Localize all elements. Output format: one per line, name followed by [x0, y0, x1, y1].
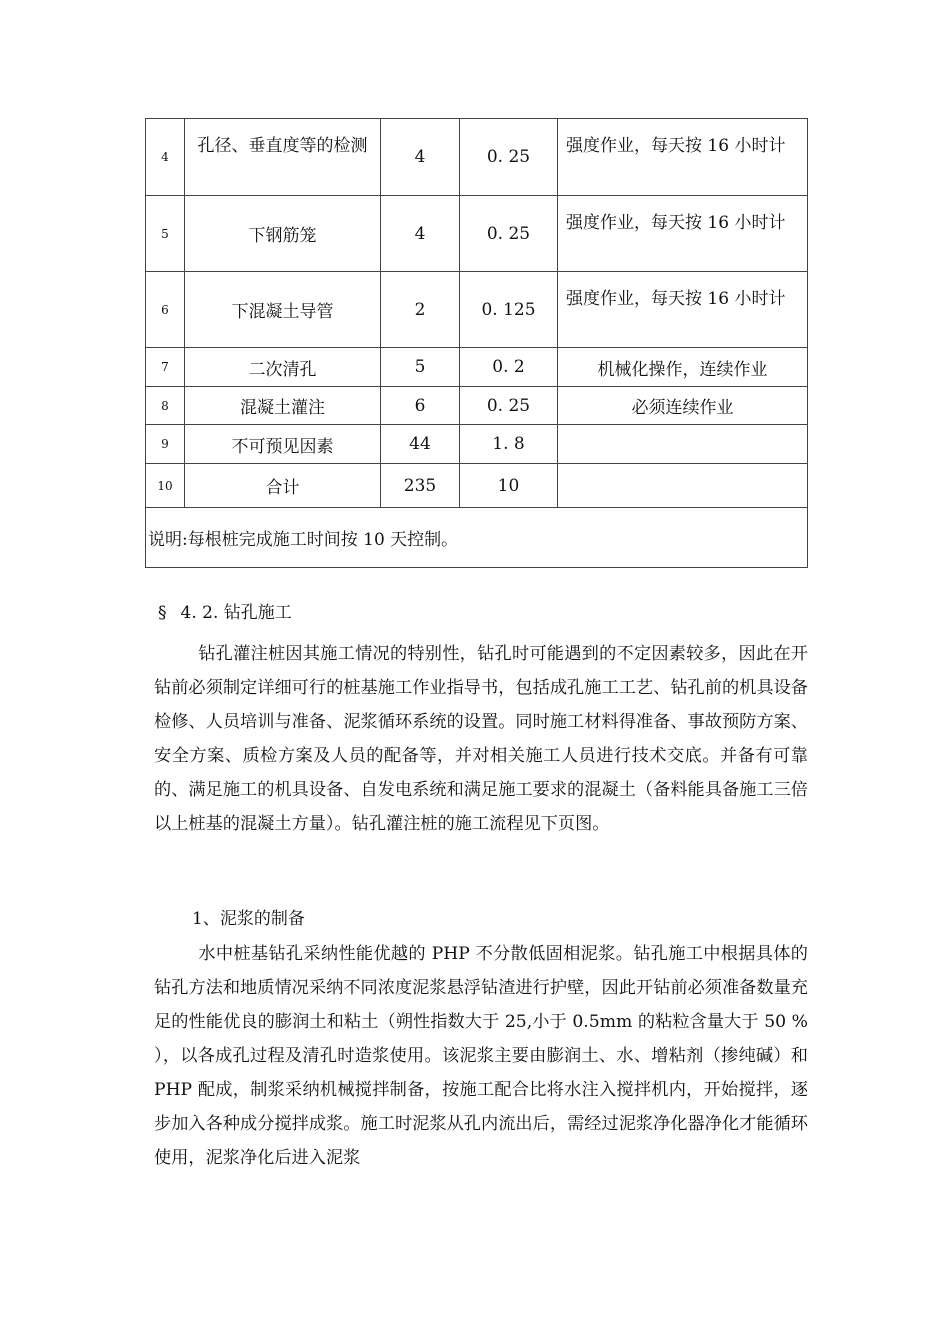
table-row: [146, 464, 808, 508]
section-heading: [158, 598, 292, 623]
row-item: 二次清孔: [185, 348, 381, 387]
row-item: 不可预见因素: [185, 425, 381, 464]
row-hours: 4: [381, 196, 460, 272]
row-days: 0. 25: [460, 196, 558, 272]
row-days: 10: [460, 464, 558, 508]
row-number: 7: [146, 348, 185, 387]
row-hours: 4: [381, 119, 460, 196]
table-row: [146, 272, 808, 348]
row-number: 10: [146, 464, 185, 508]
row-note: [558, 464, 808, 508]
table-footnote: 说明:每根桩完成施工时间按 10 天控制。: [146, 508, 808, 568]
row-days: 0. 2: [460, 348, 558, 387]
row-number: 9: [146, 425, 185, 464]
table-row: [146, 196, 808, 272]
row-note: 强度作业，每天按 16 小时计: [558, 119, 808, 196]
table-row: [146, 387, 808, 425]
row-days: 0. 25: [460, 387, 558, 425]
row-item: 下钢筋笼: [185, 196, 381, 272]
row-hours: 6: [381, 387, 460, 425]
paragraph-mud-text: 水中桩基钻孔采纳性能优越的 PHP 不分散低固相泥浆。钻孔施工中根据具体的钻孔方法和地质情况采纳不同浓度泥浆悬浮钻渣进行护壁，因此开钻前必须准备数量充足的性能优良的膨润土和粘土（朔性指数大于 25,小于 0.5mm 的粘粒含量大于 50 % ），以各成孔过程及清孔时造浆使用。该泥浆主要由膨润土、水、增粘剂（掺纯碱）和 PHP 配成，制浆采纳机械搅拌制备，按施工配合比将水注入搅拌机内，开始搅拌，逐步加入各种成分搅拌成浆。施工时泥浆从孔内流出后，需经过泥浆净化器净化才能循环使用，泥浆净化后进入泥浆: [154, 944, 808, 1168]
construction-schedule-table: [145, 118, 808, 568]
row-item: 孔径、垂直度等的检测: [185, 119, 381, 196]
table-row: [146, 425, 808, 464]
subheading-mud-preparation: 1、泥浆的制备: [192, 909, 305, 929]
row-note: 机械化操作，连续作业: [558, 348, 808, 387]
paragraph-drilling-text: 钻孔灌注桩因其施工情况的特别性，钻孔时可能遇到的不定因素较多，因此在开钻前必须制定详细可行的桩基施工作业指导书，包括成孔施工工艺、钻孔前的机具设备检修、人员培训与准备、泥浆循环系统的设置。同时施工材料得准备、事故预防方案、安全方案、质检方案及人员的配备等，并对相关施工人员进行技术交底。并备有可靠的、满足施工的机具设备、自发电系统和满足施工要求的混凝土（备料能具备施工三倍以上桩基的混凝土方量）。钻孔灌注桩的施工流程见下页图。: [154, 644, 808, 834]
row-note: 强度作业，每天按 16 小时计: [558, 196, 808, 272]
row-hours: 235: [381, 464, 460, 508]
row-hours: 5: [381, 348, 460, 387]
table-row: [146, 348, 808, 387]
paragraph-mud: [154, 937, 808, 1175]
row-hours: 2: [381, 272, 460, 348]
row-item: 合计: [185, 464, 381, 508]
section-symbol: §: [158, 603, 167, 623]
row-number: 6: [146, 272, 185, 348]
row-hours: 44: [381, 425, 460, 464]
row-item: 下混凝土导管: [185, 272, 381, 348]
section-title: 4. 2. 钻孔施工: [180, 603, 292, 623]
row-number: 8: [146, 387, 185, 425]
row-note: 强度作业，每天按 16 小时计: [558, 272, 808, 348]
table-footnote-row: [146, 508, 808, 568]
row-note: [558, 425, 808, 464]
row-days: 0. 125: [460, 272, 558, 348]
row-number: 5: [146, 196, 185, 272]
row-days: 1. 8: [460, 425, 558, 464]
row-number: 4: [146, 119, 185, 196]
table-row: [146, 119, 808, 196]
row-days: 0. 25: [460, 119, 558, 196]
row-note: 必须连续作业: [558, 387, 808, 425]
row-item: 混凝土灌注: [185, 387, 381, 425]
paragraph-drilling: [154, 637, 808, 841]
